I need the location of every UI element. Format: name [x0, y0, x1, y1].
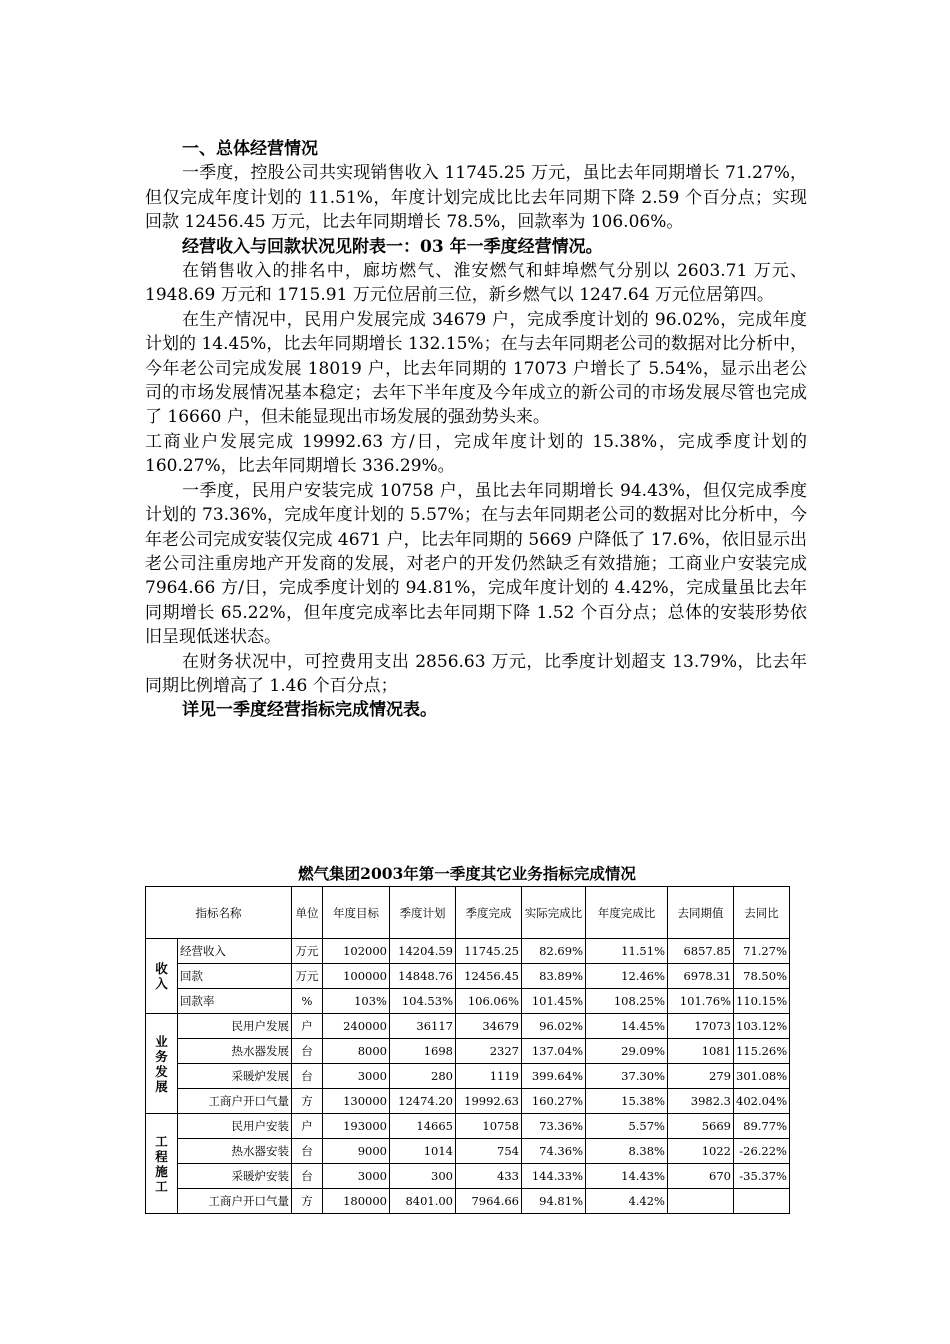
table-cell: 15.38%: [586, 1089, 668, 1114]
table-cell: 73.36%: [522, 1114, 586, 1139]
table-cell: 130000: [323, 1089, 390, 1114]
table-cell: 94.81%: [522, 1189, 586, 1214]
table-cell: 83.89%: [522, 964, 586, 989]
table-cell: 户: [292, 1014, 323, 1039]
table-cell: 5.57%: [586, 1114, 668, 1139]
metric-name-cell: 工商户开口气量: [178, 1089, 292, 1114]
table-cell: [734, 1189, 790, 1214]
table-cell: 103.12%: [734, 1014, 790, 1039]
table-cell: 89.77%: [734, 1114, 790, 1139]
table-cell: 6978.31: [668, 964, 734, 989]
paragraph-sales-ranking: 在销售收入的排名中，廊坊燃气、淮安燃气和蚌埠燃气分别以 2603.71 万元、1948.69 万元和 1715.91 万元位居前三位，新乡燃气以 1247.64 万元位居第四。: [145, 261, 807, 306]
table-cell: 36117: [390, 1014, 456, 1039]
metric-name-cell: 民用户发展: [178, 1014, 292, 1039]
metric-name-cell: 热水器安装: [178, 1139, 292, 1164]
paragraph-production-residential: 在生产情况中，民用户发展完成 34679 户，完成季度计划的 96.02%，完成年度计划的 14.45%，比去年同期增长 132.15%；在与去年同期老公司的数据对比分析中，今年老公司完成发展 18019 户，比去年同期的 17073 户增长了 5.54%，显示出老公司的市场发展情况基本稳定；去年下半年度及今年成立的新公司的市场发展尽管也完成了 16660 户，但未能显现出市场发展的强劲势头来。: [145, 309, 807, 428]
table-row: [146, 1014, 790, 1039]
table-cell: 82.69%: [522, 939, 586, 964]
table-body: [146, 939, 790, 1214]
table-header-row: [146, 887, 790, 939]
table-cell: 2327: [456, 1039, 522, 1064]
table-cell: 193000: [323, 1114, 390, 1139]
header-cell: 实际完成比: [522, 887, 586, 939]
table-cell: 11.51%: [586, 939, 668, 964]
header-cell: 单位: [292, 887, 323, 939]
paragraph-see-table: 详见一季度经营指标完成情况表。: [182, 700, 437, 721]
group-label: [146, 939, 178, 1014]
table-cell: %: [292, 989, 323, 1014]
header-cell: 季度计划: [390, 887, 456, 939]
header-cell: 年度目标: [323, 887, 390, 939]
table-cell: 方: [292, 1089, 323, 1114]
table-cell: 12456.45: [456, 964, 522, 989]
table-cell: 101.76%: [668, 989, 734, 1014]
group-label: [146, 1014, 178, 1114]
table-cell: 8000: [323, 1039, 390, 1064]
table-cell: 1022: [668, 1139, 734, 1164]
table-cell: 8.38%: [586, 1139, 668, 1164]
table-cell: 280: [390, 1064, 456, 1089]
table-cell: 1014: [390, 1139, 456, 1164]
table-cell: 9000: [323, 1139, 390, 1164]
table-row: [146, 989, 790, 1014]
table-cell: 300: [390, 1164, 456, 1189]
table-row: [146, 1114, 790, 1139]
table-cell: 6857.85: [668, 939, 734, 964]
metric-name-cell: 回款: [178, 964, 292, 989]
table-cell: 102000: [323, 939, 390, 964]
table-row: [146, 939, 790, 964]
table-cell: 29.09%: [586, 1039, 668, 1064]
table-cell: 104.53%: [390, 989, 456, 1014]
table-cell: 19992.63: [456, 1089, 522, 1114]
table-cell: 402.04%: [734, 1089, 790, 1114]
table-row: [146, 1189, 790, 1214]
table-cell: 5669: [668, 1114, 734, 1139]
paragraph-installation: 一季度，民用户安装完成 10758 户，虽比去年同期增长 94.43%，但仅完成季度计划的 73.36%，完成年度计划的 5.57%；在与去年同期老公司的数据对比分析中，今年老公司完成安装仅完成 4671 户，比去年同期的 5669 户降低了 17.6%，依旧显示出老公司注重房地产开发商的发展，对老户的开发仍然缺乏有效措施；工商业户安装完成 7964.66 方/日，完成季度计划的 94.81%，完成年度计划的 4.42%，完成量虽比去年同期增长 65.22%，但年度完成率比去年同期下降 1.52 个百分点；总体的安装形势依旧呈现低迷状态。: [145, 480, 807, 648]
group-label-text: 收入: [155, 961, 168, 991]
table-cell: 14665: [390, 1114, 456, 1139]
table-cell: 100000: [323, 964, 390, 989]
table-cell: 670: [668, 1164, 734, 1189]
table-cell: 301.08%: [734, 1064, 790, 1089]
metric-name-cell: 民用户安装: [178, 1114, 292, 1139]
table-cell: 万元: [292, 939, 323, 964]
table-cell: -35.37%: [734, 1164, 790, 1189]
table-cell: 3982.3: [668, 1089, 734, 1114]
header-cell: 去同比: [734, 887, 790, 939]
table-cell: 37.30%: [586, 1064, 668, 1089]
metric-name-cell: 采暖炉发展: [178, 1064, 292, 1089]
section-heading: 一、总体经营情况: [182, 139, 318, 159]
table-row: [146, 1089, 790, 1114]
metric-name-cell: 回款率: [178, 989, 292, 1014]
table-cell: 方: [292, 1189, 323, 1214]
table-cell: 108.25%: [586, 989, 668, 1014]
table-cell: 1119: [456, 1064, 522, 1089]
table-cell: 台: [292, 1164, 323, 1189]
group-label-text: 工程施工: [155, 1133, 168, 1194]
table-cell: 17073: [668, 1014, 734, 1039]
header-cell: 季度完成: [456, 887, 522, 939]
table-cell: 14848.76: [390, 964, 456, 989]
table-cell: 103%: [323, 989, 390, 1014]
metric-name-cell: 工商户开口气量: [178, 1189, 292, 1214]
header-cell: 去同期值: [668, 887, 734, 939]
header-cell: 年度完成比: [586, 887, 668, 939]
table-cell: 433: [456, 1164, 522, 1189]
table-cell: 160.27%: [522, 1089, 586, 1114]
table-cell: 12.46%: [586, 964, 668, 989]
table-cell: 115.26%: [734, 1039, 790, 1064]
table-cell: 3000: [323, 1164, 390, 1189]
table-cell: 8401.00: [390, 1189, 456, 1214]
table-cell: 1698: [390, 1039, 456, 1064]
table-cell: 96.02%: [522, 1014, 586, 1039]
group-label: [146, 1114, 178, 1214]
table-cell: 14.43%: [586, 1164, 668, 1189]
group-label-text: 业务发展: [155, 1033, 168, 1094]
table-cell: 78.50%: [734, 964, 790, 989]
table-cell: 754: [456, 1139, 522, 1164]
table-cell: 110.15%: [734, 989, 790, 1014]
metric-name-cell: 经营收入: [178, 939, 292, 964]
table-cell: 3000: [323, 1064, 390, 1089]
table-cell: [668, 1189, 734, 1214]
table-cell: 144.33%: [522, 1164, 586, 1189]
table-row: [146, 964, 790, 989]
table-cell: 12474.20: [390, 1089, 456, 1114]
table-cell: 台: [292, 1039, 323, 1064]
table-cell: 台: [292, 1139, 323, 1164]
table-cell: -26.22%: [734, 1139, 790, 1164]
table-row: [146, 1039, 790, 1064]
table-cell: 14.45%: [586, 1014, 668, 1039]
table-cell: 279: [668, 1064, 734, 1089]
table-cell: 240000: [323, 1014, 390, 1039]
table-cell: 180000: [323, 1189, 390, 1214]
header-cell: 指标名称: [146, 887, 292, 939]
table-cell: 7964.66: [456, 1189, 522, 1214]
metric-name-cell: 采暖炉安装: [178, 1164, 292, 1189]
metric-name-cell: 热水器发展: [178, 1039, 292, 1064]
table-row: [146, 1139, 790, 1164]
table-cell: 101.45%: [522, 989, 586, 1014]
paragraph-sales-summary: 一季度，控股公司共实现销售收入 11745.25 万元，虽比去年同期增长 71.27%，但仅完成年度计划的 11.51%，年度计划完成比比去年同期下降 2.59 个百分点；实现回款 12456.45 万元，比去年同期增长 78.5%，回款率为 106.06%。: [145, 163, 807, 233]
table-cell: 1081: [668, 1039, 734, 1064]
paragraph-finance: 在财务状况中，可控费用支出 2856.63 万元，比季度计划超支 13.79%，比去年同期比例增高了 1.46 个百分点；: [145, 651, 807, 696]
table-cell: 万元: [292, 964, 323, 989]
table-cell: 399.64%: [522, 1064, 586, 1089]
table-cell: 户: [292, 1114, 323, 1139]
table-cell: 106.06%: [456, 989, 522, 1014]
table-cell: 14204.59: [390, 939, 456, 964]
paragraph-appendix-note: 经营收入与回款状况见附表一：03 年一季度经营情况。: [182, 236, 603, 257]
report-text: [145, 137, 807, 723]
table-row: [146, 1164, 790, 1189]
table-cell: 74.36%: [522, 1139, 586, 1164]
table-cell: 台: [292, 1064, 323, 1089]
table-cell: 34679: [456, 1014, 522, 1039]
table-cell: 137.04%: [522, 1039, 586, 1064]
metrics-table: [145, 886, 790, 1214]
table-cell: 71.27%: [734, 939, 790, 964]
table-row: [146, 1064, 790, 1089]
paragraph-production-commercial: 工商业户发展完成 19992.63 方/日，完成年度计划的 15.38%，完成季度计划的 160.27%，比去年同期增长 336.29%。: [145, 431, 807, 477]
table-cell: 4.42%: [586, 1189, 668, 1214]
table-title: 燃气集团2003年第一季度其它业务指标完成情况: [298, 864, 636, 883]
table-cell: 10758: [456, 1114, 522, 1139]
table-cell: 11745.25: [456, 939, 522, 964]
